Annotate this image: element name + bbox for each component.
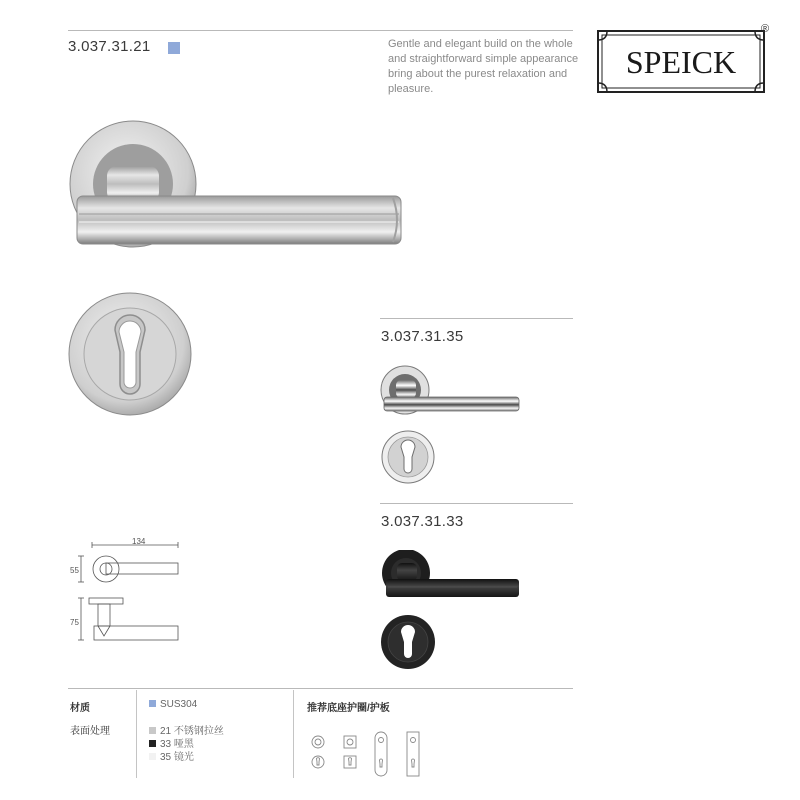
dimension-rose-diameter: 55	[70, 566, 79, 575]
description-line: Gentle and elegant build on the whole	[388, 38, 573, 50]
main-handle-image	[65, 118, 410, 253]
technical-drawing	[78, 540, 184, 646]
material-swatch	[149, 700, 156, 707]
accessory-square-plate-icon	[404, 730, 422, 778]
finish-swatch	[149, 753, 156, 760]
main-product-code: 3.037.31.21	[68, 38, 151, 55]
header-rule	[68, 30, 573, 31]
variant-2-code: 3.037.31.33	[381, 513, 464, 530]
accessory-round-rose-icon	[308, 733, 328, 773]
finish-text: 33 哑黑	[160, 739, 194, 750]
variant-1-handle-image	[378, 365, 523, 420]
description-line: pleasure.	[388, 83, 434, 95]
description-line: bring about the purest relaxation and	[388, 68, 568, 80]
main-product-swatch	[168, 42, 180, 54]
dimension-height: 75	[70, 618, 79, 627]
product-description	[388, 37, 578, 97]
specs-rule	[68, 688, 573, 689]
variant-1-rule	[380, 318, 573, 319]
variant-2-handle-image	[378, 550, 523, 605]
finish-text: 21 不锈钢拉丝	[160, 726, 224, 737]
material-label: 材质	[70, 703, 90, 714]
specs-divider	[293, 690, 294, 778]
material-value-text: SUS304	[160, 699, 198, 710]
finish-label: 表面处理	[70, 726, 110, 737]
recommended-label: 推荐底座护圈/护板	[307, 703, 390, 714]
material-value	[149, 699, 197, 710]
variant-2-escutcheon-image	[380, 614, 436, 670]
variant-1-code: 3.037.31.35	[381, 328, 464, 345]
specs-divider	[136, 690, 137, 778]
description-line: and straightforward simple appearance	[388, 53, 579, 65]
finish-swatch	[149, 727, 156, 734]
logo-text: SPEICK	[625, 44, 737, 80]
registered-mark: ®	[761, 23, 770, 35]
finish-swatch	[149, 740, 156, 747]
finish-item	[149, 748, 194, 763]
accessory-round-plate-icon	[372, 730, 390, 778]
accessory-square-rose-icon	[340, 733, 360, 773]
dimension-length: 134	[132, 537, 146, 546]
finish-text: 35 镜光	[160, 752, 194, 763]
variant-2-rule	[380, 503, 573, 504]
variant-1-escutcheon-image	[381, 430, 435, 484]
main-escutcheon-image	[68, 292, 192, 416]
speick-logo	[597, 30, 765, 93]
